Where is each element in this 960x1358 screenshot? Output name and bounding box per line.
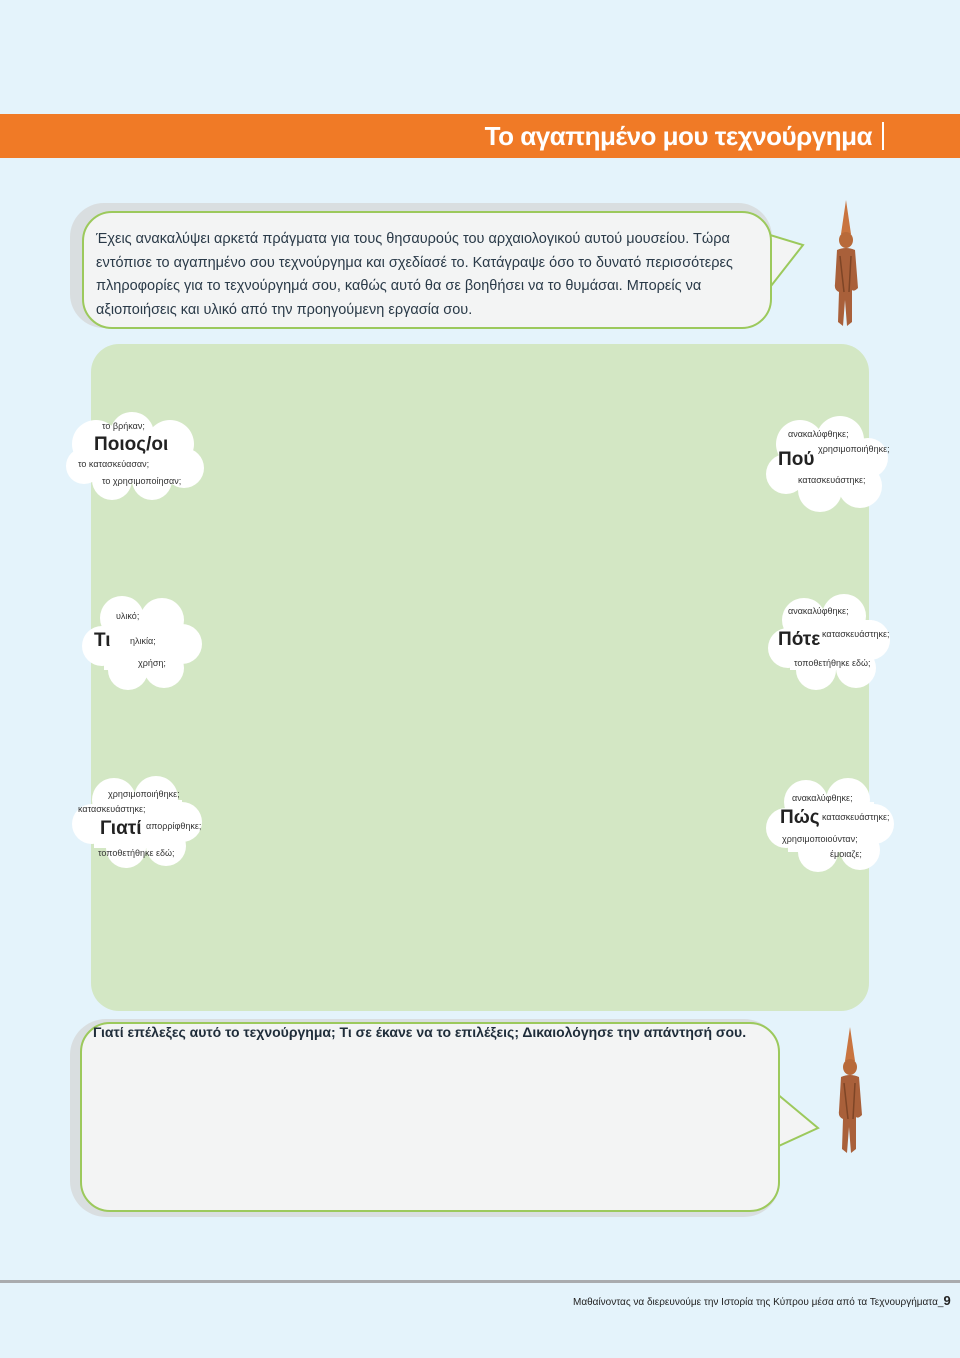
cloud-why-hint-1: χρησιμοποιήθηκε; [108, 789, 180, 799]
cloud-when-hint-3: τοποθετήθηκε εδώ; [794, 658, 871, 668]
intro-text: Έχεις ανακαλύψει αρκετά πράγματα για τους θησαυρούς του αρχαιολογικού αυτού μουσείου. Τώρα εντόπισε το αγαπημένο σου τεχνούργημα και σχεδίασέ το. Κατάγραψε όσο το δυνατό περισσότερες πληροφορίες για το τεχνούργημά σου, καθώς αυτό θα σε βοηθήσει να το θυμάσαι. Μπορείς να αξιοποιήσεις και υλικό από την προηγούμενη εργασία σου. [96, 231, 733, 318]
cloud-what-hint-3: χρήση; [138, 658, 166, 668]
cloud-what-hint-2: ηλικία; [130, 636, 156, 646]
cloud-why-hint-3: απορρίφθηκε; [146, 821, 202, 831]
figurine-image-2 [830, 1027, 870, 1157]
cloud-who-hint-2: το κατασκεύασαν; [78, 459, 150, 469]
cloud-what-title: Τι [94, 630, 111, 651]
cloud-who-hint-3: το χρησιμοποίησαν; [102, 476, 182, 486]
footer-rule [0, 1280, 960, 1283]
cloud-where-hint-2: χρησιμοποιήθηκε; [818, 444, 890, 454]
cloud-what-hint-1: υλικό; [116, 611, 140, 621]
cloud-how-hint-1: ανακαλύφθηκε; [792, 793, 853, 803]
cloud-who-title: Ποιος/οι [94, 434, 169, 455]
cloud-how-title: Πώς [780, 807, 820, 828]
cloud-where-hint-3: κατασκευάστηκε; [798, 475, 866, 485]
cloud-where-title: Πού [778, 449, 815, 470]
cloud-when-hint-1: ανακαλύφθηκε; [788, 606, 849, 616]
cloud-where-hint-1: ανακαλύφθηκε; [788, 429, 849, 439]
cloud-how-hint-2: κατασκευάστηκε; [822, 812, 890, 822]
cloud-why-hint-2: κατασκευάστηκε; [78, 804, 146, 814]
cloud-why-title: Γιατί [100, 818, 142, 839]
question-text: Γιατί επέλεξες αυτό το τεχνούργημα; Τι σε έκανε να το επιλέξεις; Δικαιολόγησε την απάντησή σου. [93, 1024, 747, 1040]
page-number: 9 [943, 1293, 951, 1308]
cloud-why-hint-4: τοποθετήθηκε εδώ; [98, 848, 175, 858]
page-title: Το αγαπημένο μου τεχνούργημα [484, 121, 872, 151]
footer [573, 1293, 951, 1308]
footer-underscore: _ [937, 1297, 944, 1308]
cloud-when-title: Πότε [778, 629, 821, 650]
cloud-how-hint-3: χρησιμοποιούνταν; [782, 834, 858, 844]
cloud-who-hint-1: το βρήκαν; [102, 421, 145, 431]
cloud-how-hint-4: έμοιαζε; [830, 849, 862, 859]
footer-caption: Μαθαίνοντας να διερευνούμε την Ιστορία της Κύπρου μέσα από τα Τεχνουργήματα [573, 1297, 938, 1308]
cloud-when-hint-2: κατασκευάστηκε; [822, 629, 890, 639]
